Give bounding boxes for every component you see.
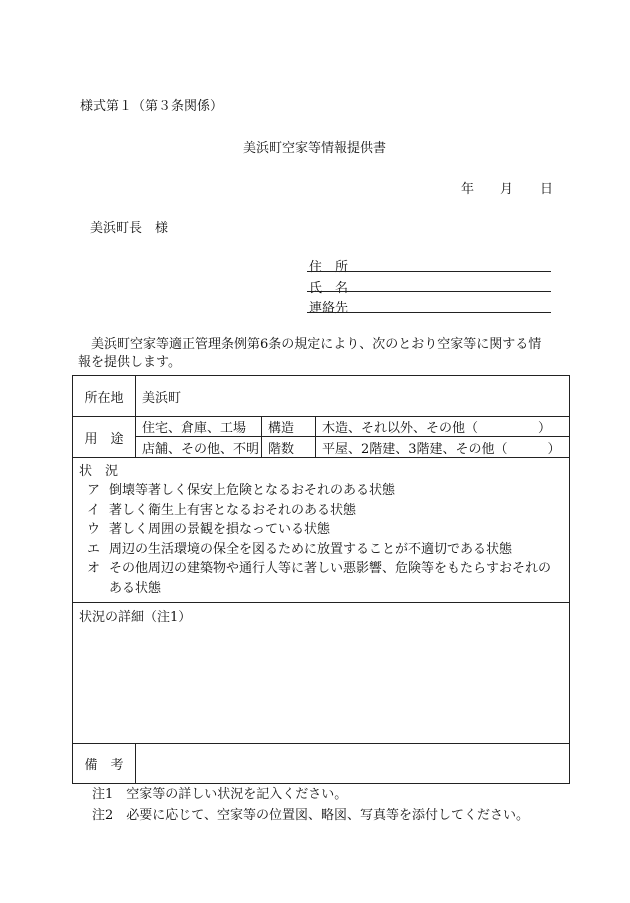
date-day-label: 日 bbox=[540, 182, 554, 197]
status-item-text: 著しく衛生上有害となるおそれのある状態 bbox=[109, 502, 357, 518]
status-item-text: その他周辺の建築物や通行人等に著しい悪影響、危険等をもたらすおそれのある状態 bbox=[109, 561, 552, 596]
status-item-mark: ウ bbox=[87, 522, 101, 537]
location-row bbox=[73, 376, 570, 417]
form-number: 様式第１（第３条関係） bbox=[80, 99, 224, 114]
structure-label: 構造 bbox=[262, 417, 316, 437]
status-item-text: 周辺の生活環境の保全を図るために放置することが不適切である状態 bbox=[109, 541, 513, 557]
status-cell bbox=[73, 458, 570, 603]
contact-field-line[interactable] bbox=[307, 312, 551, 313]
status-item-mark: エ bbox=[87, 541, 101, 557]
document-title: 美浜町空家等情報提供書 bbox=[243, 141, 387, 156]
status-row bbox=[73, 458, 570, 603]
status-item[interactable] bbox=[79, 520, 563, 540]
address-field-line[interactable] bbox=[307, 271, 551, 272]
structure-options-text: 木造、それ以外、その他（ bbox=[322, 421, 479, 436]
use-options-1[interactable]: 住宅、倉庫、工場 bbox=[136, 417, 262, 437]
status-item[interactable] bbox=[79, 559, 563, 598]
information-form-table bbox=[72, 375, 570, 784]
structure-options[interactable] bbox=[316, 417, 570, 437]
status-item-mark: ア bbox=[87, 483, 101, 498]
address-label: 住 所 bbox=[309, 260, 349, 275]
location-value[interactable]: 美浜町 bbox=[136, 376, 570, 417]
addressee: 美浜町長 様 bbox=[90, 221, 169, 236]
remarks-label: 備 考 bbox=[73, 744, 136, 784]
use-row-1 bbox=[73, 417, 570, 437]
floors-options[interactable] bbox=[316, 437, 570, 458]
status-item[interactable] bbox=[79, 540, 563, 560]
note-2: 注2 必要に応じて、空家等の位置図、略図、写真等を添付してください。 bbox=[92, 808, 530, 823]
intro-text: 美浜町空家等適正管理条例第6条の規定により、次のとおり空家等に関する情報を提供します。 bbox=[78, 337, 542, 370]
use-options-2[interactable]: 店舗、その他、不明 bbox=[136, 437, 262, 458]
status-item-mark: オ bbox=[87, 561, 101, 576]
detail-row bbox=[73, 603, 570, 744]
floors-options-text: 平屋、2階建、3階建、その他（ bbox=[322, 441, 508, 457]
status-item[interactable] bbox=[79, 481, 563, 501]
status-label: 状 況 bbox=[79, 464, 119, 479]
status-item[interactable] bbox=[79, 501, 563, 521]
status-item-text: 倒壊等著しく保安上危険となるおそれのある状態 bbox=[109, 483, 396, 498]
date-month-label: 月 bbox=[500, 182, 514, 197]
detail-label: 状況の詳細（注1） bbox=[79, 610, 192, 625]
detail-cell[interactable] bbox=[73, 603, 570, 744]
name-label: 氏 名 bbox=[309, 281, 349, 296]
use-label: 用 途 bbox=[73, 417, 136, 458]
date-year-label: 年 bbox=[461, 182, 475, 197]
use-row-2 bbox=[73, 437, 570, 458]
name-field-line[interactable] bbox=[307, 291, 551, 292]
remarks-row bbox=[73, 744, 570, 784]
remarks-field[interactable] bbox=[136, 744, 570, 784]
status-item-text: 著しく周囲の景観を損なっている状態 bbox=[109, 522, 331, 537]
structure-close-paren: ） bbox=[538, 421, 552, 436]
floors-label: 階数 bbox=[262, 437, 316, 458]
floors-close-paren: ） bbox=[547, 441, 561, 457]
contact-label: 連絡先 bbox=[309, 301, 349, 316]
status-item-mark: イ bbox=[87, 502, 101, 518]
note-1: 注1 空家等の詳しい状況を記入ください。 bbox=[92, 787, 348, 802]
location-label: 所在地 bbox=[73, 376, 136, 417]
